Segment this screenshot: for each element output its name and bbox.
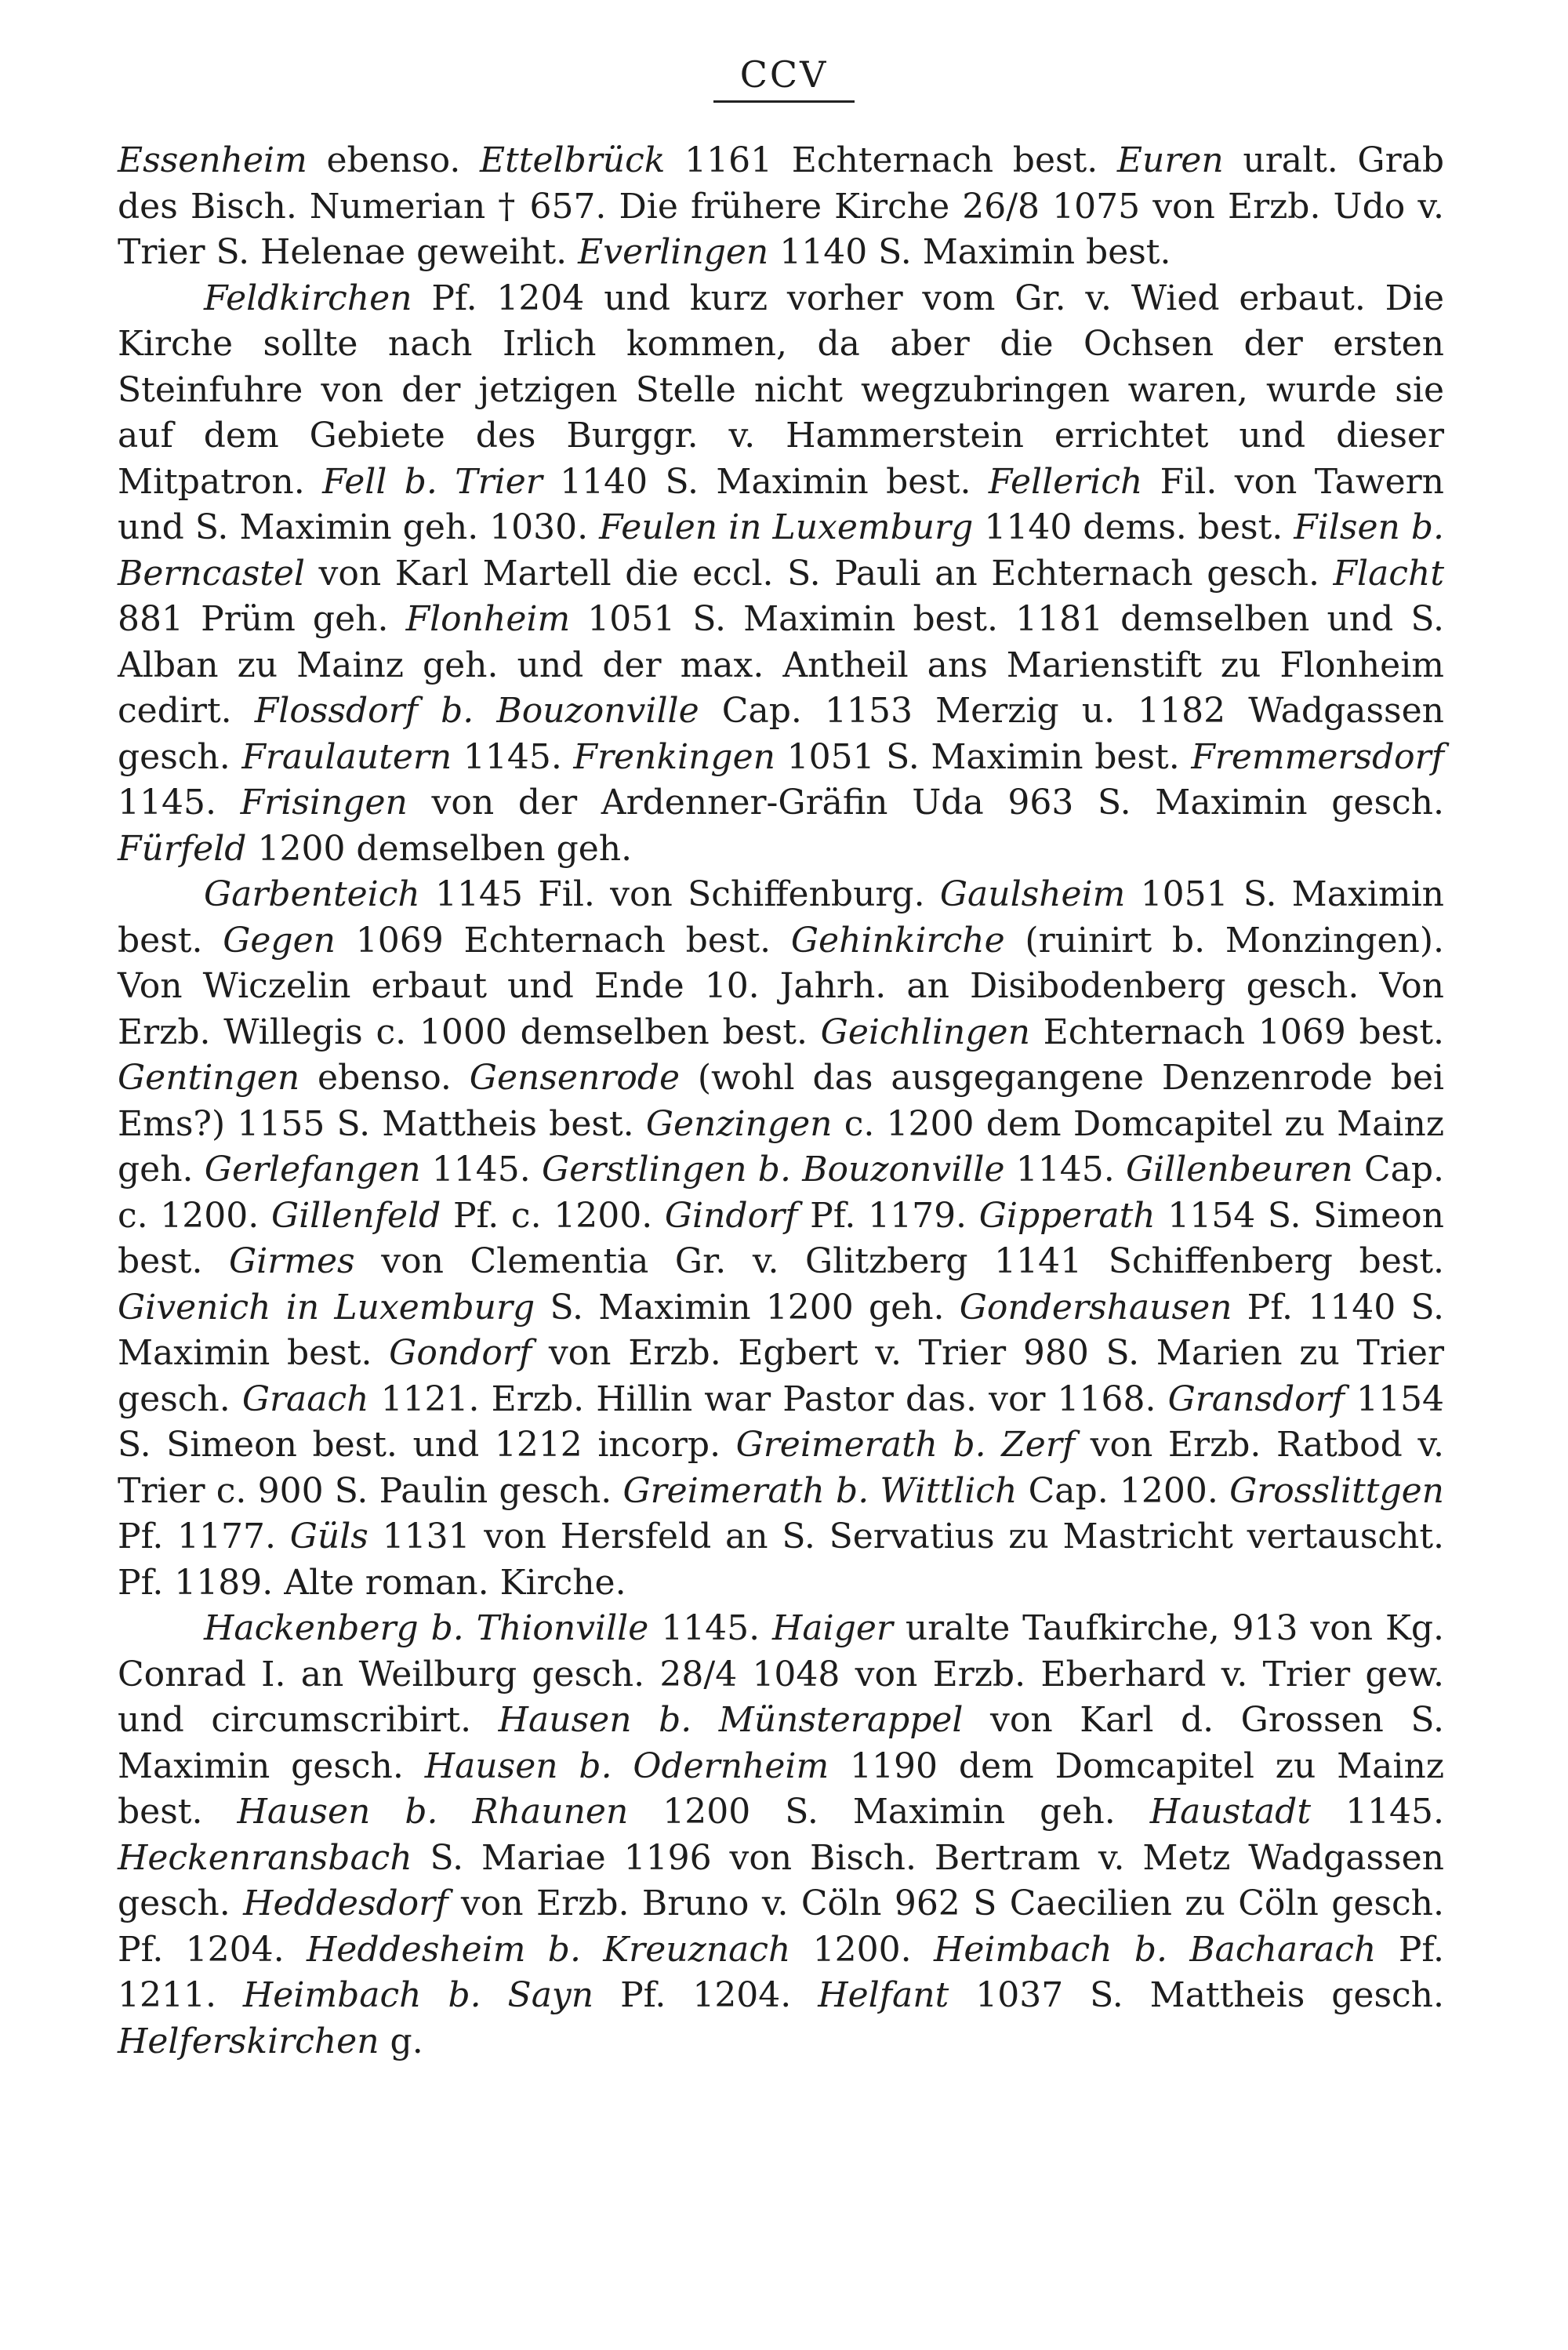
place-name: Haiger — [772, 1608, 893, 1648]
place-name: Heimbach b. Sayn — [242, 1975, 594, 2015]
place-name: Heddesdorf — [243, 1883, 448, 1923]
place-name: Gerlefangen — [204, 1150, 421, 1190]
place-name: Graach — [241, 1378, 369, 1419]
entry-text: von Clementia Gr. v. Glitzberg 1141 Schiffenberg best. — [354, 1241, 1444, 1281]
place-name: Ettelbrück — [480, 140, 666, 180]
entry-text: 1131 von Hersfeld an S. Servatius zu Mastricht vertauscht. Pf. 1189. Alte roman. Kirche. — [118, 1516, 1444, 1603]
place-name: Filsen b. Berncastel — [118, 507, 1445, 594]
place-name: Gondorf — [389, 1333, 532, 1373]
entry-text: S. Mariae 1196 von Bisch. Bertram v. Metz Wadgassen gesch. — [118, 1837, 1444, 1923]
place-name: Flossdorf b. Bouzonville — [254, 691, 699, 731]
entry-text: von Karl Martell die eccl. S. Pauli an Echternach gesch. — [305, 553, 1334, 594]
place-name: Gaulsheim — [939, 874, 1126, 914]
place-name: Hackenberg b. Thionville — [204, 1608, 649, 1648]
page-body — [118, 138, 1444, 2065]
place-name: Heckenransbach — [118, 1837, 412, 1878]
entry-text: von Karl d. Grossen S. Maximin gesch. — [118, 1700, 1444, 1786]
entry-text: (wohl das ausgegangene Denzenrode bei Ems?) 1155 S. Mattheis best. — [118, 1058, 1444, 1144]
place-name: Fellerich — [988, 461, 1143, 502]
entry-text: 1200 demselben geh. — [246, 828, 633, 869]
place-name: Gransdorf — [1167, 1378, 1345, 1419]
entry-text: (ruinirt b. Monzingen). Von Wiczelin erbaut und Ende 10. Jahrh. an Disibodenberg gesch. Von Erzb. Willegis c. 1000 demselben best. — [118, 920, 1444, 1052]
entry-text: ebenso. — [299, 1058, 470, 1098]
entry-text: 1051 S. Maximin best. — [118, 874, 1444, 961]
place-name: Euren — [1116, 140, 1224, 180]
place-name: Greimerath b. Wittlich — [622, 1470, 1018, 1511]
entry-text: c. 1200 dem Domcapitel zu Mainz geh. — [118, 1103, 1444, 1190]
paragraph-feldkirchen — [118, 276, 1444, 873]
place-name: Fraulautern — [241, 736, 452, 777]
entry-text: 1051 S. Maximin best. 1181 demselben und S. Alban zu Mainz geh. und der max. Antheil ans Marienstift zu Flonheim cedirt. — [118, 599, 1444, 731]
entry-text: Fil. von Tawern und S. Maximin geh. 1030. — [118, 461, 1444, 547]
entry-text: Pf. 1140 S. Maximin best. — [118, 1287, 1444, 1373]
entry-text: Pf. 1204. — [593, 1975, 818, 2015]
entry-text: 1200 S. Maximin geh. — [628, 1792, 1150, 1832]
place-name: Grosslittgen — [1229, 1470, 1444, 1511]
place-name: Gondershausen — [959, 1287, 1232, 1328]
place-name: Heddesheim b. Kreuznach — [306, 1929, 791, 1970]
place-name: Frenkingen — [573, 736, 775, 777]
entry-text: 1037 S. Mattheis gesch. — [949, 1975, 1445, 2015]
entry-text: 1145. — [452, 736, 574, 777]
place-name: Geichlingen — [820, 1012, 1030, 1052]
place-name: Güls — [289, 1516, 368, 1556]
entry-text: 1145. — [420, 1150, 543, 1190]
entry-text: 1145. — [648, 1608, 773, 1648]
place-name: Gehinkirche — [790, 920, 1005, 961]
place-name: Haustadt — [1149, 1792, 1312, 1832]
place-name: Gipperath — [978, 1195, 1156, 1236]
place-name: Genzingen — [645, 1103, 833, 1144]
entry-text: ebenso. — [307, 140, 480, 180]
place-name: Heimbach b. Bacharach — [933, 1929, 1377, 1970]
place-name: Girmes — [229, 1241, 355, 1281]
entry-text: 1140 S. Maximin best. — [542, 461, 989, 502]
entry-text: 1200. — [790, 1929, 934, 1970]
place-name: Everlingen — [578, 232, 769, 272]
entry-text: Pf. 1211. — [118, 1929, 1445, 2015]
entry-text: 1154 S. Simeon best. und 1212 incorp. — [118, 1378, 1444, 1465]
entry-text: 881 Prüm geh. — [118, 599, 406, 639]
place-name: Gensenrode — [469, 1058, 681, 1098]
place-name: Garbenteich — [204, 874, 420, 914]
entry-text: Pf. 1177. — [118, 1516, 290, 1556]
paragraph-garbenteich — [118, 872, 1444, 1606]
entry-text: Cap. 1200. — [1017, 1470, 1230, 1511]
entry-text: 1145 Fil. von Schiffenburg. — [419, 874, 940, 914]
entry-text: uralt. Grab des Bisch. Numerian † 657. Die frühere Kirche 26/8 1075 von Erzb. Udo v. Trier S. Helenae geweiht. — [118, 140, 1444, 272]
place-name: Essenheim — [118, 140, 307, 180]
entry-text: von der Ardenner-Gräfin Uda 963 S. Maximin gesch. — [407, 783, 1445, 823]
entry-text: 1161 Echternach best. — [665, 140, 1117, 180]
place-name: Gindorf — [664, 1195, 798, 1236]
place-name: Gillenfeld — [270, 1195, 441, 1236]
entry-text: 1140 S. Maximin best. — [768, 232, 1171, 272]
entry-text: 1140 dems. best. — [973, 507, 1294, 547]
entry-text: von Erzb. Egbert v. Trier 980 S. Marien zu Trier gesch. — [118, 1333, 1445, 1419]
place-name: Greimerath b. Zerf — [735, 1425, 1076, 1465]
entry-text: 1154 S. Simeon best. — [118, 1195, 1444, 1281]
entry-text: von Erzb. Bruno v. Cöln 962 S Caecilien zu Cöln gesch. Pf. 1204. — [118, 1883, 1444, 1970]
place-name: Hausen b. Rhaunen — [237, 1792, 629, 1832]
entry-text: 1190 dem Domcapitel zu Mainz best. — [118, 1745, 1445, 1832]
place-name: Helferskirchen — [118, 2021, 379, 2061]
entry-text: Cap. c. 1200. — [118, 1150, 1445, 1236]
entry-text: 1145. — [1004, 1150, 1126, 1190]
entry-text: Pf. c. 1200. — [441, 1195, 665, 1236]
page-number: CCV — [713, 53, 855, 103]
entry-text: Pf. 1179. — [797, 1195, 979, 1236]
place-name: Feulen in Luxemburg — [599, 507, 974, 547]
entry-text: 1145. — [118, 783, 241, 823]
entry-text: von Erzb. Ratbod v. Trier c. 900 S. Paulin gesch. — [118, 1425, 1444, 1511]
place-name: Fell b. Trier — [322, 461, 543, 502]
entry-text: 1145. — [1311, 1792, 1444, 1832]
entry-text: Cap. 1153 Merzig u. 1182 Wadgassen gesch. — [118, 691, 1445, 777]
place-name: Givenich in Luxemburg — [118, 1287, 535, 1328]
entry-text: 1069 Echternach best. — [335, 920, 791, 961]
paragraph-hackenberg — [118, 1606, 1444, 2065]
place-name: Hausen b. Odernheim — [424, 1745, 829, 1786]
entry-text: Echternach 1069 best. — [1029, 1012, 1444, 1052]
place-name: Fürfeld — [118, 828, 247, 869]
paragraph-essenheim — [118, 138, 1444, 276]
place-name: Helfant — [818, 1975, 949, 2015]
place-name: Hausen b. Münsterappel — [498, 1700, 964, 1740]
place-name: Gillenbeuren — [1126, 1150, 1353, 1190]
place-name: Gentingen — [118, 1058, 300, 1098]
page-header — [0, 53, 1568, 103]
entry-text: uralte Taufkirche, 913 von Kg. Conrad I. an Weilburg gesch. 28/4 1048 von Erzb. Eberhard v. Trier gew. und circumscribirt. — [118, 1608, 1445, 1740]
place-name: Gerstlingen b. Bouzonville — [542, 1150, 1005, 1190]
place-name: Gegen — [223, 920, 336, 961]
place-name: Flacht — [1333, 553, 1444, 594]
place-name: Flonheim — [405, 599, 571, 639]
entry-text: 1051 S. Maximin best. — [775, 736, 1192, 777]
place-name: Fremmersdorf — [1191, 736, 1444, 777]
place-name: Frisingen — [240, 783, 408, 823]
entry-text: S. Maximin 1200 geh. — [535, 1287, 960, 1328]
entry-text: g. — [379, 2021, 423, 2061]
entry-text: 1121. Erzb. Hillin war Pastor das. vor 1168. — [368, 1378, 1168, 1419]
entry-text: Pf. 1204 und kurz vorher vom Gr. v. Wied erbaut. Die Kirche sollte nach Irlich kommen, da aber die Ochsen der ersten Steinfuhre von der jetzigen Stelle nicht wegzubringen waren, wurde sie auf dem Gebiete des Burggr. v. Hammerstein errichtet und dieser Mitpatron. — [118, 278, 1444, 502]
place-name: Feldkirchen — [204, 278, 412, 318]
